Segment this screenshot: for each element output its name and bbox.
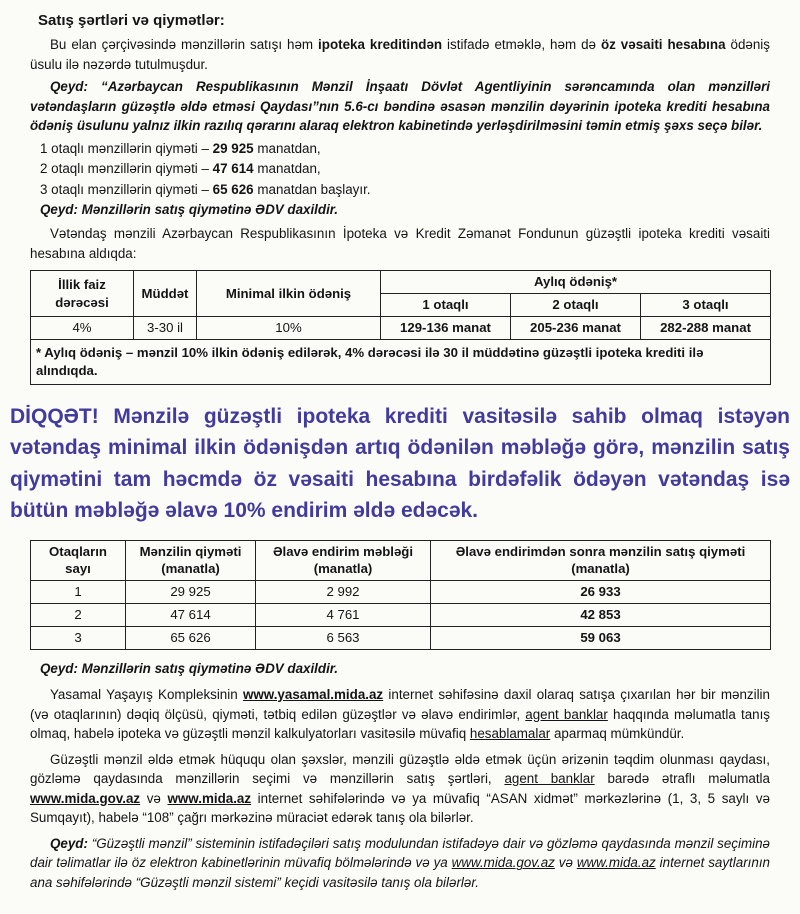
text-run: 1 otaqlı mənzillərin qiyməti – [40,140,213,156]
fund-paragraph [30,224,770,263]
cell-final-price: 42 853 [431,603,771,626]
cell-monthly-3room: 282-288 manat [641,317,771,340]
header-extra-discount: Əlavə endirim məbləği (manatla) [256,540,431,581]
text-run: 29 925 [212,140,254,156]
cell-rooms: 1 [31,581,126,604]
link-agent-banklar[interactable]: agent banklar [525,706,608,722]
text-run: 2 otaqlı mənzillərin qiyməti – [40,161,213,177]
price-line-3room [30,180,770,200]
header-apartment-price: Mənzilin qiyməti (manatla) [126,540,256,581]
text-run: manatdan, [253,140,321,156]
text-run: internet səhifələrində və ya müvafiq “ASAN xidmət” mərkəzlərinə (1, 3, 5 saylı və Sumqayıt), habelə “108” çağrı mərkəzinə müraciət edərək tanış ola bilərlər. [30,790,770,826]
price-line-2room [30,159,770,179]
text-run: “Güzəştli mənzil” sisteminin istifadəçiləri satış modulundan istifadəyə dair və gözləmə qaydasında mənzil seçiminə dair təlimatlar ilə öz elektron kabinetlərinin müvafiq bölmələrində və ya [30,835,770,871]
text-run: Bu elan çərçivəsində mənzillərin satışı həm [50,37,319,52]
credit-terms-table [30,270,771,384]
credit-table-footnote-row [31,339,771,384]
header-annual-interest: İllik faiz dərəcəsi [31,271,134,317]
cell-final-price: 26 933 [431,581,771,604]
eligibility-info-paragraph [30,750,770,828]
text-run: ipoteka krediti hesabına ödəniş üsulunu yalnız ilkin razılıq qərarını alaraq elektron kabinetində yerləşdirilməsini təmin etmiş şəxs seçə bilər. [30,98,770,134]
header-room-count: Otaqların sayı [31,540,126,581]
cell-monthly-2room: 205-236 manat [511,317,641,340]
cell-discount: 6 563 [256,626,431,649]
vat-note-top [30,200,770,220]
text-run: manatdan, [253,161,321,177]
text-run: DİQQƏT! Mənzilə güzəştli ipoteka krediti vasitəsilə sahib olmaq istəyən vətəndaş minimal ilkin ödənişdən artıq ödənilən məbləğə görə, mənzilin satış qiymətini tam həcmdə öz vəsaiti hesabına birdəfəlik ödəyən vətəndaş isə bütün məbləğə əlavə 10% endirim əldə edəcək. [10,404,790,522]
credit-table-data-row [31,317,771,340]
attention-paragraph [10,401,790,527]
price-line-1room [30,139,770,159]
text-run: və [140,790,168,806]
link-mida-az-2[interactable]: www.mida.az [576,855,656,871]
text-run: Güzəştli mənzil əldə etmək hüququ olan şəxslər, mənzili güzəştlə əldə etmək üçün ərizənin təqdim olunması qaydası, gözləmə qaydasında mənzillərin seçimi və mənzillərin satış şərtləri, [30,751,770,787]
header-final-price: Əlavə endirimdən sonra mənzilin satış qiyməti (manatla) [431,540,771,581]
discount-table [30,540,771,650]
cell-price: 29 925 [126,581,256,604]
text-run: öz vəsaiti hesabına [600,37,726,52]
page-title: Satış şərtləri və qiymətlər: [38,12,225,29]
cell-discount: 4 761 [256,603,431,626]
text-run: Qeyd: Mənzillərin satış qiymətinə ƏDV daxildir. [40,201,338,217]
text-run: Qeyd: [50,835,92,851]
cell-rooms: 2 [31,603,126,626]
cell-price: 65 626 [126,626,256,649]
text-run: “Azərbaycan Respublikasının Mənzil İnşaatı Dövlət Agentliyinin sərəncamında olan mənzilləri vətəndaşların güzəştlə əldə etməsi Qaydası”nın 5.6-cı bəndinə əsasən mənzilin dəyərinin [30,79,771,114]
text-run: Qeyd: [50,79,102,95]
link-hesablamalar[interactable]: hesablamalar [469,726,551,742]
text-run: haqqında məlumatla tanış olmaq, habelə ipoteka və güzəştli mənzil kalkulyatorları vasitəsilə müvafiq [30,706,771,742]
text-run: ipoteka kreditindən [318,37,443,52]
cell-final-price: 59 063 [431,626,771,649]
cell-rooms: 3 [31,626,126,649]
header-3room: 3 otaqlı [641,294,771,317]
text-run: və [554,855,577,871]
cell-discount: 2 992 [256,581,431,604]
text-run: istifadə etməklə, həm də [442,37,601,52]
final-note-paragraph [30,834,770,893]
text-run: 3 otaqlı mənzillərin qiyməti – [40,181,213,197]
text-run: Vətəndaş mənzili Azərbaycan Respublikasının İpoteka və Kredit Zəmanət Fondunun güzəştli ipoteka krediti vəsaiti hesabına aldıqda: [30,226,770,261]
cell-monthly-1room: 129-136 manat [381,317,511,340]
cell-price: 47 614 [126,603,256,626]
link-agent-banklar-2[interactable]: agent banklar [504,771,595,787]
discount-table-row [31,581,771,604]
link-mida-az[interactable]: www.mida.az [167,790,252,806]
text-run: manatdan başlayır. [253,181,371,197]
link-mida-gov-az[interactable]: www.mida.gov.az [30,790,141,806]
text-run: barədə ətraflı məlumatla [594,771,770,787]
text-run: Qeyd: Mənzillərin satış qiymətinə ƏDV daxildir. [40,660,338,676]
vat-note-bottom [30,659,770,679]
credit-table-footnote: * Aylıq ödəniş – mənzil 10% ilkin ödəniş edilərək, 4% dərəcəsi ilə 30 il müddətinə güzəştli ipoteka krediti ilə alındıqda. [31,339,771,384]
intro-paragraph [30,35,770,74]
credit-table-header-row-1 [31,271,771,294]
text-run: ödəniş üsulu ilə nəzərdə tutulmuşdur. [30,37,770,72]
link-mida-gov-az-2[interactable]: www.mida.gov.az [451,855,555,871]
cell-term: 3-30 il [134,317,197,340]
discount-table-row [31,626,771,649]
discount-table-row [31,603,771,626]
text-run: internet səhifəsinə daxil olaraq satışa çıxarılan hər bir mənzilin (və otaqlarının) dəqiq ölçüsü, qiyməti, tətbiq edilən güzəştlər və əlavə endirimlər, [30,686,770,722]
text-run: aparmaq mümkündür. [550,726,685,742]
yasamal-website-paragraph [30,685,770,744]
header-monthly-payment: Aylıq ödəniş* [381,271,771,294]
note-rule-paragraph [30,77,770,136]
discount-table-header-row [31,540,771,581]
cell-interest-rate: 4% [31,317,134,340]
text-run: Yasamal Yaşayış Kompleksinin [50,686,243,702]
header-2room: 2 otaqlı [511,294,641,317]
text-run: internet saytlarının ana səhifələrində “Güzəştli mənzil sistemi” keçidi vasitəsilə tanış ola bilərlər. [30,855,770,890]
header-initial-payment: Minimal ilkin ödəniş [197,271,381,317]
link-yasamal-mida-az[interactable]: www.yasamal.mida.az [242,686,384,702]
text-run: 65 626 [212,181,254,197]
text-run: 47 614 [212,161,254,177]
cell-initial-payment: 10% [197,317,381,340]
header-1room: 1 otaqlı [381,294,511,317]
header-term: Müddət [134,271,197,317]
